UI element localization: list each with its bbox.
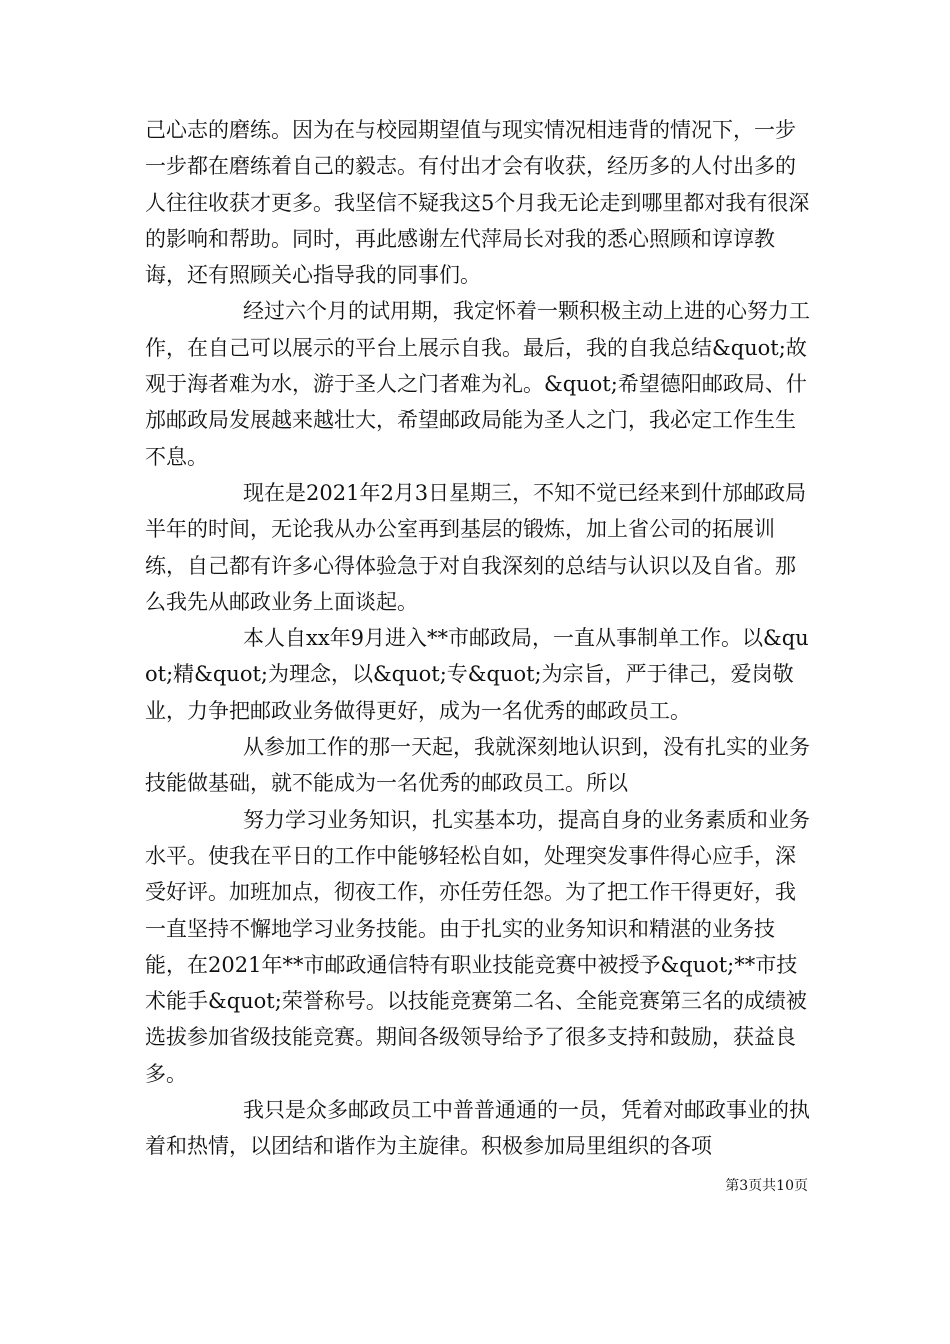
page-number: 第3页共10页 [725,1178,808,1194]
paragraph-7: 我只是众多邮政员工中普普通通的一员，凭着对邮政事业的执着和热情，以团结和谐作为主旋律。积极参加局里组织的各项 [145,1098,810,1159]
paragraph-6: 努力学习业务知识，扎实基本功，提高自身的业务素质和业务水平。使我在平日的工作中能够轻松自如，处理突发事件得心应手，深受好评。加班加点，彻夜工作，亦任劳任怨。为了把工作干得更好，我一直坚持不懈地学习业务技能。由于扎实的业务知识和精湛的业务技能，在2021年**市邮政通信特有职业技能竞赛中被授予&quot;**市技术能手&quot;荣誉称号。以技能竞赛第二名、全能竞赛第三名的成绩被选拔参加省级技能竞赛。期间各级领导给予了很多支持和鼓励，获益良多。 [145,807,810,1086]
paragraph-2: 经过六个月的试用期，我定怀着一颗积极主动上进的心努力工作，在自己可以展示的平台上展示自我。最后，我的自我总结&quot;故观于海者难为水，游于圣人之门者难为礼。&quot;希望德阳邮政局、什邡邮政局发展越来越壮大，希望邮政局能为圣人之门，我必定工作生生不息。 [145,299,810,469]
paragraph-1: 己心志的磨练。因为在与校园期望值与现实情况相违背的情况下，一步一步都在磨练着自己的毅志。有付出才会有收获，经历多的人付出多的人往往收获才更多。我坚信不疑我这5个月我无论走到哪里都对我有很深的影响和帮助。同时，再此感谢左代萍局长对我的悉心照顾和谆谆教诲，还有照顾关心指导我的同事们。 [145,118,810,288]
paragraph-3: 现在是2021年2月3日星期三，不知不觉已经来到什邡邮政局半年的时间，无论我从办公室再到基层的锻炼，加上省公司的拓展训练，自己都有许多心得体验急于对自我深刻的总结与认识以及自省。那么我先从邮政业务上面谈起。 [145,480,807,614]
paragraph-4: 本人自xx年9月进入**市邮政局，一直从事制单工作。以&quot;精&quot;为理念，以&quot;专&quot;为宗旨，严于律己，爱岗敬业，力争把邮政业务做得更好，成为一名优秀的邮政员工。 [145,626,809,723]
paragraph-5: 从参加工作的那一天起，我就深刻地认识到，没有扎实的业务技能做基础，就不能成为一名优秀的邮政员工。所以 [145,735,810,796]
document-body [145,112,810,1165]
